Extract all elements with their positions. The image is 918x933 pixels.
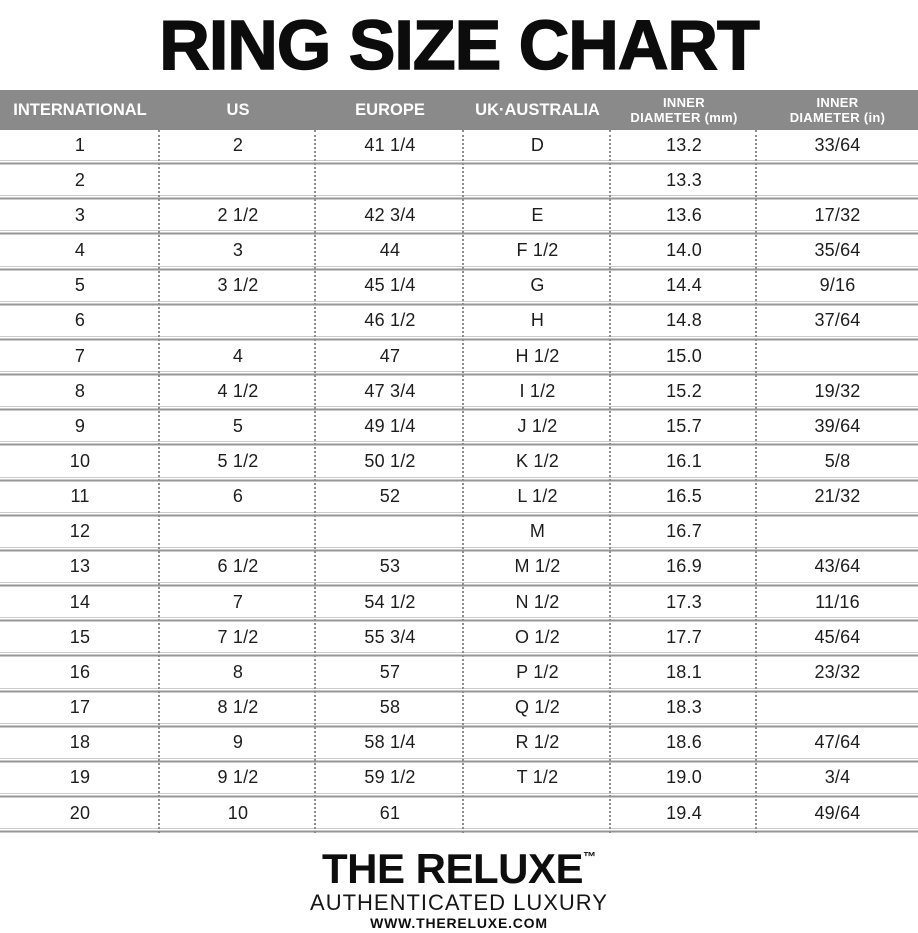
table-cell: 47 [379,345,401,366]
table-cell: 49/64 [814,802,861,823]
table-cell: 7 1/2 [217,626,259,647]
table-cell: 59 1/2 [364,767,416,788]
column-divider-dotted [314,130,316,833]
table-cell: 19.4 [666,802,702,823]
table-cell: K 1/2 [515,450,560,471]
table-cell: M [529,521,546,542]
table-cell: 47 3/4 [364,380,416,401]
table-cell: 14.0 [666,240,702,261]
header-line: DIAMETER (in) [789,110,886,125]
table-cell: 7 [232,591,244,612]
table-cell: 19/32 [814,380,861,401]
table-cell: 47/64 [814,732,861,753]
table-cell: 16.9 [666,556,702,577]
table-cell: 9 [74,415,86,436]
brand-logo [0,833,918,892]
table-cell: 3 [74,204,86,225]
table-cell: 18 [69,732,91,753]
table-cell: 16.1 [666,450,702,471]
table-cell: 15.2 [666,380,702,401]
table-cell: M 1/2 [514,556,561,577]
table-row [0,446,918,476]
table-row [0,587,918,617]
table-cell: 5 [74,275,86,296]
table-cell: N 1/2 [515,591,560,612]
table-cell: L 1/2 [517,486,558,507]
column-header-europe: EUROPE [355,100,425,119]
column-divider-dotted [462,130,464,833]
ring-size-table [0,90,918,833]
table-cell: 42 3/4 [364,204,416,225]
table-cell: P 1/2 [516,661,559,682]
column-header-inner-diameter-in [757,90,918,130]
table-row [0,235,918,265]
table-cell: 52 [379,486,401,507]
column-divider-dotted [158,130,160,833]
table-row [0,517,918,547]
table-cell: D [530,134,545,155]
table-cell: 35/64 [814,240,861,261]
column-header-inner-diameter-mm [611,90,757,130]
table-row [0,411,918,441]
table-cell: 10 [227,802,249,823]
table-cell: 10 [69,450,91,471]
table-row [0,728,918,758]
table-row [0,376,918,406]
table-cell: T 1/2 [516,767,559,788]
table-cell: 14 [69,591,91,612]
table-cell: 58 [379,697,401,718]
table-cell: 3 1/2 [217,275,259,296]
table-cell: E [531,204,544,225]
table-cell: 13 [69,556,91,577]
table-body [0,130,918,833]
table-cell: 15.7 [666,415,702,436]
table-cell: 33/64 [814,134,861,155]
table-cell: 9 1/2 [217,767,259,788]
table-cell: 54 1/2 [364,591,416,612]
table-cell: 45 1/4 [364,275,416,296]
table-cell: 49 1/4 [364,415,416,436]
table-cell: 1 [74,134,86,155]
table-cell: 17.3 [666,591,702,612]
table-cell: 17.7 [666,626,702,647]
table-cell: 6 1/2 [217,556,259,577]
table-cell: R 1/2 [515,732,560,753]
table-cell: 23/32 [814,661,861,682]
table-row [0,200,918,230]
table-cell: 14.8 [666,310,702,331]
footer [0,833,918,931]
table-cell: 2 [232,134,244,155]
header-line: INNER [663,94,705,110]
table-cell: 9/16 [819,275,856,296]
table-cell: H [530,310,545,331]
table-cell: 6 [232,486,244,507]
table-row [0,130,918,160]
table-cell: 18.1 [666,661,702,682]
table-row [0,341,918,371]
table-cell: 13.3 [666,169,702,190]
table-cell: 7 [74,345,86,366]
table-row [0,271,918,301]
table-cell: 11 [70,486,90,507]
table-cell: 21/32 [814,486,861,507]
table-row [0,482,918,512]
table-cell: 12 [69,521,91,542]
table-cell: 20 [69,802,91,823]
table-row [0,763,918,793]
table-cell: 55 3/4 [364,626,416,647]
table-row [0,552,918,582]
table-cell: 37/64 [814,310,861,331]
header-line: DIAMETER (mm) [630,110,738,125]
table-cell: O 1/2 [514,626,561,647]
table-cell: I 1/2 [519,380,556,401]
header-line: INNER [816,94,859,110]
table-cell: J 1/2 [517,415,558,436]
table-cell: 5/8 [824,450,851,471]
table-cell: 15 [69,626,91,647]
table-cell: 44 [379,240,401,261]
column-header-us: US [226,100,250,119]
table-cell: 2 1/2 [217,204,259,225]
table-cell: 50 1/2 [364,450,416,471]
table-cell: 5 1/2 [217,450,259,471]
table-cell: 4 [232,345,244,366]
table-row [0,165,918,195]
table-cell: 61 [379,802,401,823]
table-cell: 58 1/4 [364,732,416,753]
column-header-uk-australia: UK·AUSTRALIA [475,100,600,119]
brand-tagline: AUTHENTICATED LUXURY [310,890,608,915]
table-cell: 16.7 [666,521,702,542]
table-cell: 19 [69,767,91,788]
table-row [0,798,918,828]
trademark-symbol: ™ [583,849,597,864]
table-header-row [0,90,918,130]
table-cell: 45/64 [814,626,861,647]
table-cell: 17/32 [814,204,861,225]
table-cell: 5 [232,415,244,436]
table-cell: 53 [379,556,401,577]
table-cell: 13.6 [666,204,702,225]
table-cell: 41 1/4 [364,134,416,155]
website-url: WWW.THERELUXE.COM [370,915,548,931]
table-cell: 16 [69,661,91,682]
table-cell: 14.4 [666,275,702,296]
table-cell: 8 [74,380,86,401]
table-row [0,693,918,723]
table-row [0,306,918,336]
table-row [0,622,918,652]
table-cell: 39/64 [814,415,861,436]
table-cell: Q 1/2 [514,697,561,718]
table-cell: 3/4 [824,767,851,788]
column-divider-dotted [609,130,611,833]
table-cell: 8 1/2 [217,697,259,718]
table-cell: 4 [74,240,86,261]
table-cell: 4 1/2 [217,380,259,401]
table-cell: G [530,275,545,296]
table-cell: 18.3 [666,697,702,718]
table-cell: 11/16 [815,591,860,612]
table-cell: 8 [232,661,244,682]
table-cell: 3 [232,240,244,261]
table-cell: 16.5 [666,486,702,507]
table-cell: 17 [69,697,91,718]
table-row [0,657,918,687]
table-cell: H 1/2 [515,345,560,366]
page-title: RING SIZE CHART [159,6,759,84]
table-cell: 19.0 [666,767,702,788]
table-cell: 2 [74,169,86,190]
table-cell: 9 [232,732,244,753]
table-cell: 15.0 [666,345,702,366]
table-cell: 18.6 [666,732,702,753]
table-cell: 57 [379,661,401,682]
row-separator [0,828,918,833]
table-cell: 13.2 [666,134,702,155]
column-divider-dotted [755,130,757,833]
table-cell: 43/64 [814,556,861,577]
table-cell: F 1/2 [516,240,559,261]
table-cell: 46 1/2 [364,310,416,331]
brand-name: THE RELUXE [321,845,584,892]
column-header-international: INTERNATIONAL [13,100,147,119]
table-cell: 6 [74,310,86,331]
